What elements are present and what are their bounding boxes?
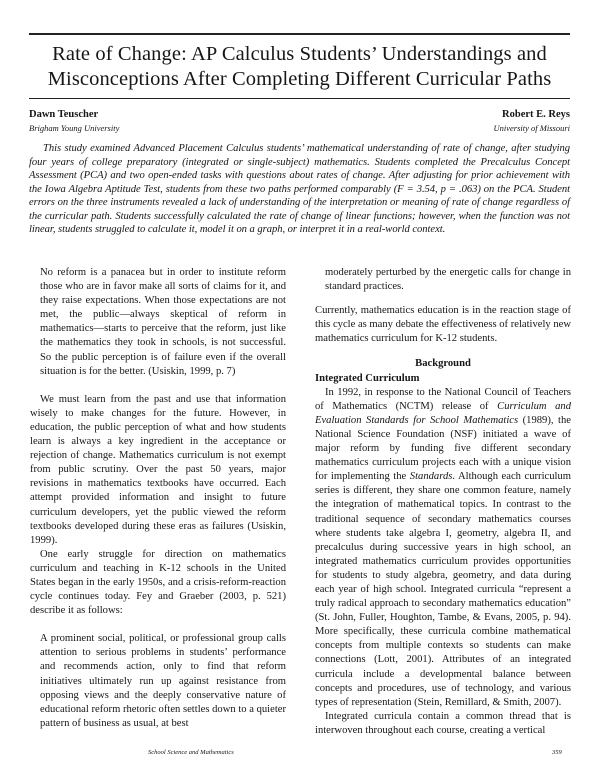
author-name: Dawn Teuscher — [29, 109, 99, 120]
footer-page-number: 359 — [552, 749, 562, 756]
paragraph-text: In 1992, in response to the National Council of Teachers of Mathematics (NCTM) release of — [315, 386, 571, 412]
author-name: Robert E. Reys — [502, 109, 570, 120]
left-column — [30, 266, 286, 731]
author-affiliation: Brigham Young University — [29, 123, 120, 133]
subsection-heading: Integrated Curriculum — [315, 372, 420, 384]
abstract: This study examined Advanced Placement Calculus students’ mathematical understanding of rate of change, after studying four years of college preparatory (integrated or single-subject) mathematics. Students completed the Precalculus Concept Assessment (PCA) and two open-ended tasks with questions about rates of change. After adjusting for prior achievement with the Iowa Algebra Aptitude Test, students from these two paths performed comparably (F = 3.54, p = .063) on the PCA. Student errors on the three instruments revealed a lack of understanding of the interpretation or meaning of rate of change regardless of the curricular path. Students successfully calculated the rate of change of linear functions; however, when the function was not linear, students struggled to calculate it, model it on a graph, or interpret it in a real-world context. — [29, 143, 570, 236]
title-line-1: Rate of Change: AP Calculus Students’ Understandings and — [52, 43, 547, 65]
block-quote: No reform is a panacea but in order to institute reform those who are in favor make all sorts of claims for it, and they raise expectations. When those expectations are not met, the public—always skeptical of reform in mathematics—starts to perceive that the reform, just like the mathematics they took in schools, is not successful. So the public perception is of failure even if the overall situation is for the better. (Usiskin, 1999, p. 7) — [40, 267, 286, 377]
author-affiliation: University of Missouri — [493, 123, 570, 133]
standards-document-title: Curriculum and Evaluation Standards for School Mathematics — [315, 400, 571, 426]
author-2 — [494, 108, 571, 135]
block-quote-continued: moderately perturbed by the energetic calls for change in standard practices. — [325, 267, 571, 293]
body-paragraph — [315, 386, 571, 710]
paragraph-text: . Although each curriculum series is different, they share one common feature, namely the integration of mathematical topics. In contrast to the traditional sequence of secondary mathematics courses where students take algebra I, geometry, algebra II, and precalculus during successive years in high school, an integrated mathematics curriculum provides opportunities for students to study algebra, geometry, and data during each year of high school. Integrated curricula “represent a truly radical approach to secondary mathematics education” (St. John, Fuller, Houghton, Tambe, & Evans, 2005, p. 94). More specifically, these curricula combine mathematical concepts from multiple contexts so students can make connections (Lott, 2001). Attributes of an integrated curricula include a developmental balance between concepts and procedures, use of technology, and various types of representation (Stein, Remillard, & Smith, 2007). — [315, 471, 571, 708]
body-paragraph: One early struggle for direction on mathematics curriculum and teaching in K-12 schools in the United States began in the early 1950s, and a crisis-reform-reaction cycle continues today. Fey and Graeber (2003, p. 521) describe it as follows: — [30, 548, 286, 617]
block-quote: A prominent social, political, or professional group calls attention to serious problems in students’ performance and recommends action, only to find that reform initiatives ultimately run up against resistance from opposing views and the deeply conservative nature of educational reform rhetoric often settles down to a quieter pattern of business as usual, at best — [40, 633, 286, 729]
paragraph-text: (1989), the National Science Foundation (NSF) initiated a wave of major reform by funding five different secondary mathematics curriculum projects each with a unique vision for implementing the — [315, 414, 572, 483]
standards-term: Standards — [409, 471, 453, 483]
body-paragraph: Currently, mathematics education is in the reaction stage of this cycle as many debate the effectiveness of relatively new mathematics curriculum for K-12 students. — [315, 305, 572, 345]
top-rule — [29, 33, 570, 35]
author-1 — [29, 108, 119, 135]
footer-journal: School Science and Mathematics — [148, 749, 234, 756]
body-paragraph: We must learn from the past and use that information wisely to make changes for the future. However, in education, the public perception of what and how students learn is always a key ingredient in the acceptance or rejection of change. Mathematics curriculum is not exempt from public scrutiny. Over the past 50 years, major revisions in mathematics textbooks have occurred. Each attempt provided information and insight to future curriculum developers, yet the public viewed the reform textbooks developed during these eras as failures (Usiskin, 1999). — [30, 393, 286, 546]
body-paragraph: Integrated curricula contain a common thread that is interwoven throughout each course, creating a vertical — [315, 710, 571, 736]
section-heading: Background — [415, 358, 471, 370]
right-column — [315, 266, 571, 738]
article-title — [29, 42, 570, 92]
title-rule — [29, 98, 570, 99]
title-line-2: Misconceptions After Completing Different Curricular Paths — [47, 68, 552, 90]
